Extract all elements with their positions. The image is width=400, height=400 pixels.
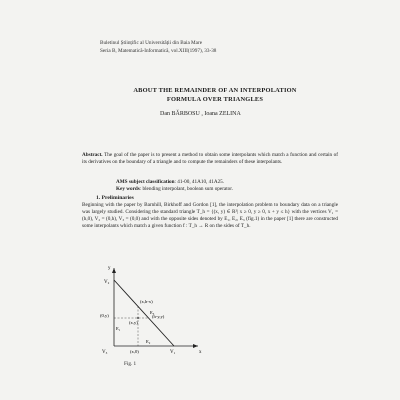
v2-label: V₂ (104, 280, 110, 285)
e3-label: E₃ (150, 310, 155, 315)
journal-header-line2: Seria B, Matematică-Informatică, vol.XIII(1997), 33-38 (100, 47, 217, 54)
ams-text: : 41-00, 41A10, 41A25. (174, 179, 225, 185)
abstract-text: The goal of the paper is to present a method to obtain some interpolants which match a function and certain of its derivatives on the boundary of a triangle and to compute the remainders of these interpolants. (82, 152, 338, 166)
x-axis-label: x (199, 350, 202, 355)
paper-metadata (116, 179, 233, 193)
point-right-label: (h-y,y) (152, 314, 165, 319)
y-axis-arrow (112, 268, 116, 273)
abstract-label: Abstract. (82, 152, 103, 158)
v3-label: V₃ (102, 350, 108, 355)
center-point (137, 317, 139, 319)
paper-title-line2: FORMULA OVER TRIANGLES (166, 96, 264, 103)
x-axis-arrow (193, 344, 198, 348)
ams-label: AMS subject classification (116, 179, 175, 185)
figure-caption: Fig. 1 (124, 361, 137, 367)
triangle-diagram (86, 262, 206, 362)
body-paragraph: Beginning with the paper by Barnhill, Birkhoff and Gordon [1], the interpolation problem to boundary data on a triangle was largely studied. Considering the standard triangle T_h = {(x, y) ∈ R²| x ≥ 0, y ≥ 0, x + y ≤ h} with the vertices V₁ = (h,0), V₂ = (0,h), V₃ = (0,0) and with the opposite sides denoted by E₁, E₂, E₃ (fig.1) in the paper [1] there are constructed some interpolants which match a given function f : T_h → R on the sides of T_h. (82, 202, 338, 230)
section-heading: 1. Preliminaries (96, 195, 134, 201)
point-top-label: (x,h-x) (140, 299, 153, 304)
keywords-label: Key words (116, 186, 140, 192)
paper-title-line1: ABOUT THE REMAINDER OF AN INTERPOLATION (133, 87, 297, 94)
journal-header (100, 40, 216, 55)
e2-label: E₂ (146, 339, 151, 344)
ams-classification (116, 179, 233, 186)
y-axis-label: y (108, 266, 111, 271)
hypotenuse-edge (114, 280, 174, 346)
v1-label: V₁ (170, 350, 176, 355)
keywords-text: : blending interpolant, boolean sum operator. (139, 186, 233, 192)
keywords (116, 186, 233, 193)
abstract-paragraph (82, 152, 338, 166)
point-bottom-label: (x,0) (130, 349, 139, 354)
triangle-figure (86, 262, 206, 362)
paper-authors: Dan BĂRBOSU , Ioana ZELINA (160, 111, 241, 117)
paper-title (110, 86, 320, 104)
journal-header-line1: Buletinul Științific al Universității din Baia Mare (100, 40, 203, 46)
point-left-label: (0,y) (100, 313, 109, 318)
e1-label: E₁ (116, 326, 121, 331)
point-center-label: (x,y) (129, 320, 138, 325)
